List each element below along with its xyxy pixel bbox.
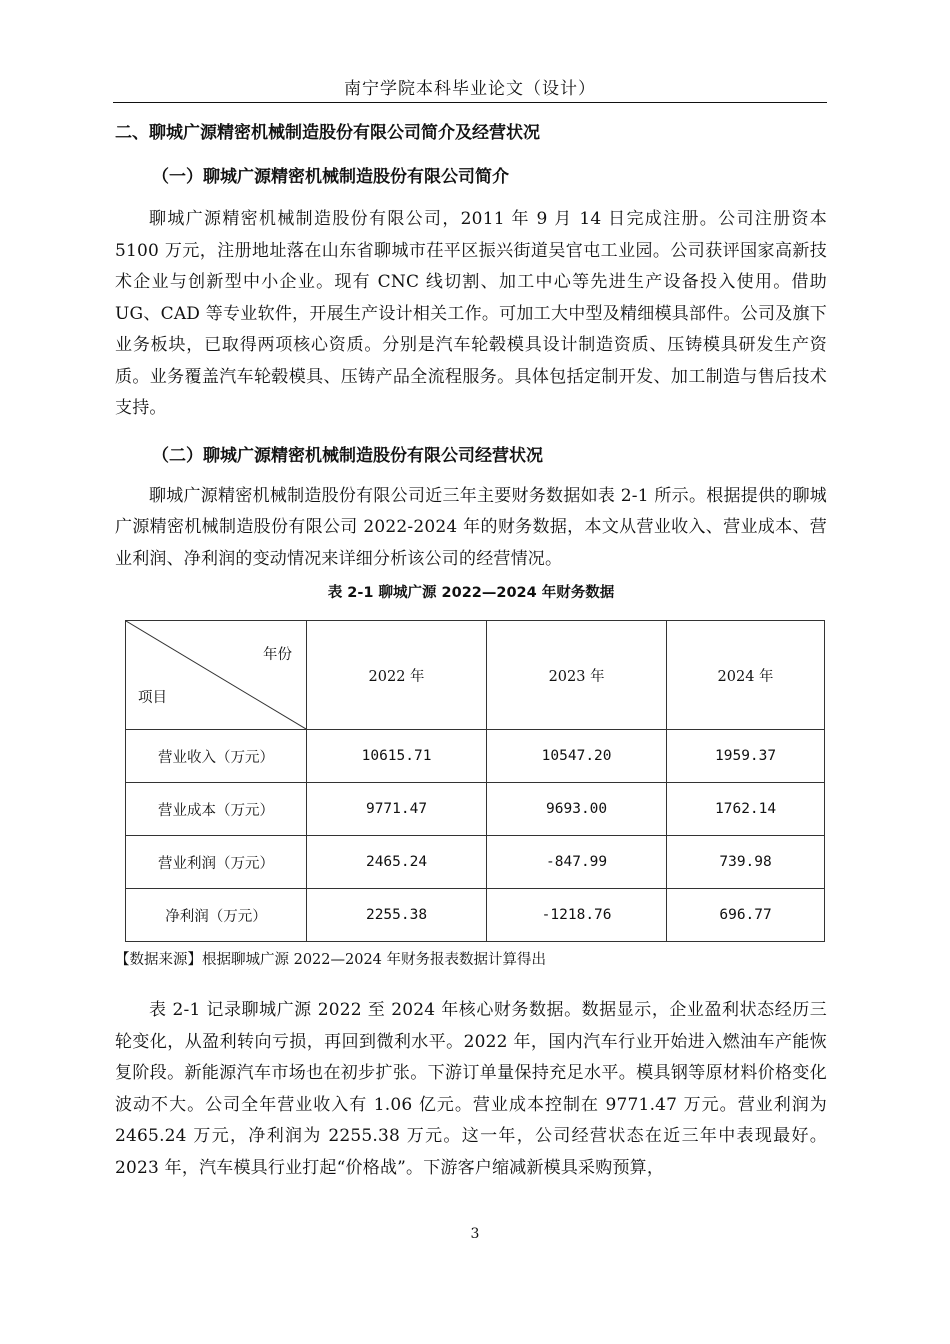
analysis-paragraph: 表 2-1 记录聊城广源 2022 至 2024 年核心财务数据。数据显示，企业盈利状态经历三轮变化，从盈利转向亏损，再回到微利水平。2022 年，国内汽车行业开始进入燃油车产能恢复阶段。新能源汽车市场也在初步扩张。下游订单量保持充足水平。模具钢等原材料价格变化波动不大。公司全年营业收入有 1.06 亿元。营业成本控制在 9771.47 万元。营业利润为 2465.24 万元，净利润为 2255.38 万元。这一年，公司经营状态在近三年中表现最好。2023 年，汽车模具行业打起“价格战”。下游客户缩减新模具采购预算，	[115, 1000, 827, 1178]
table-row	[126, 730, 825, 783]
year-header: 2023 年	[487, 621, 667, 730]
row-label: 净利润（万元）	[126, 889, 307, 942]
header-title: 南宁学院本科毕业论文（设计）	[344, 79, 596, 99]
subsection-heading-intro: （一）聊城广源精密机械制造股份有限公司简介	[152, 167, 509, 187]
table-cell: -847.99	[487, 836, 667, 889]
table-cell: 10615.71	[307, 730, 487, 783]
corner-year-label: 年份	[263, 647, 292, 663]
table-caption: 表 2-1 聊城广源 2022—2024 年财务数据	[327, 585, 615, 601]
year-header: 2024 年	[667, 621, 825, 730]
row-label: 营业成本（万元）	[126, 783, 307, 836]
table-header-row	[126, 621, 825, 730]
year-header: 2022 年	[307, 621, 487, 730]
table-cell: -1218.76	[487, 889, 667, 942]
section-heading: 二、聊城广源精密机械制造股份有限公司简介及经营状况	[115, 123, 540, 143]
row-label: 营业利润（万元）	[126, 836, 307, 889]
table-corner-cell	[126, 621, 307, 730]
table-cell: 696.77	[667, 889, 825, 942]
table-cell: 9693.00	[487, 783, 667, 836]
document-body	[115, 112, 827, 1184]
diagonal-line	[126, 621, 306, 729]
table-cell: 9771.47	[307, 783, 487, 836]
corner-item-label: 项目	[138, 690, 167, 706]
page-header	[113, 62, 827, 103]
intro-paragraph: 聊城广源精密机械制造股份有限公司，2011 年 9 月 14 日完成注册。公司注册资本 5100 万元，注册地址落在山东省聊城市茌平区振兴街道吴官屯工业园。公司获评国家高新技术企业与创新型中小企业。现有 CNC 线切割、加工中心等先进生产设备投入使用。借助 UG、CAD 等专业软件，开展生产设计相关工作。可加工大中型及精细模具部件。公司及旗下业务板块，已取得两项核心资质。分别是汽车轮毂模具设计制造资质、压铸模具研发生产资质。业务覆盖汽车轮毂模具、压铸产品全流程服务。具体包括定制开发、加工制造与售后技术支持。	[115, 209, 827, 418]
table-cell: 2255.38	[307, 889, 487, 942]
table-cell: 1762.14	[667, 783, 825, 836]
table-cell: 1959.37	[667, 730, 825, 783]
subsection-heading-operations: （二）聊城广源精密机械制造股份有限公司经营状况	[152, 445, 543, 466]
operations-paragraph: 聊城广源精密机械制造股份有限公司近三年主要财务数据如表 2-1 所示。根据提供的聊城广源精密机械制造股份有限公司 2022-2024 年的财务数据，本文从营业收入、营业成本、营业利润、净利润的变动情况来详细分析该公司的经营情况。	[115, 485, 827, 569]
financial-table	[125, 620, 825, 942]
page-number: 3	[470, 1226, 480, 1242]
table-row	[126, 836, 825, 889]
table-row	[126, 783, 825, 836]
table-cell: 2465.24	[307, 836, 487, 889]
table-cell: 739.98	[667, 836, 825, 889]
row-label: 营业收入（万元）	[126, 730, 307, 783]
table-row	[126, 889, 825, 942]
table-cell: 10547.20	[487, 730, 667, 783]
table-source-note: 【数据来源】根据聊城广源 2022—2024 年财务报表数据计算得出	[115, 952, 547, 968]
